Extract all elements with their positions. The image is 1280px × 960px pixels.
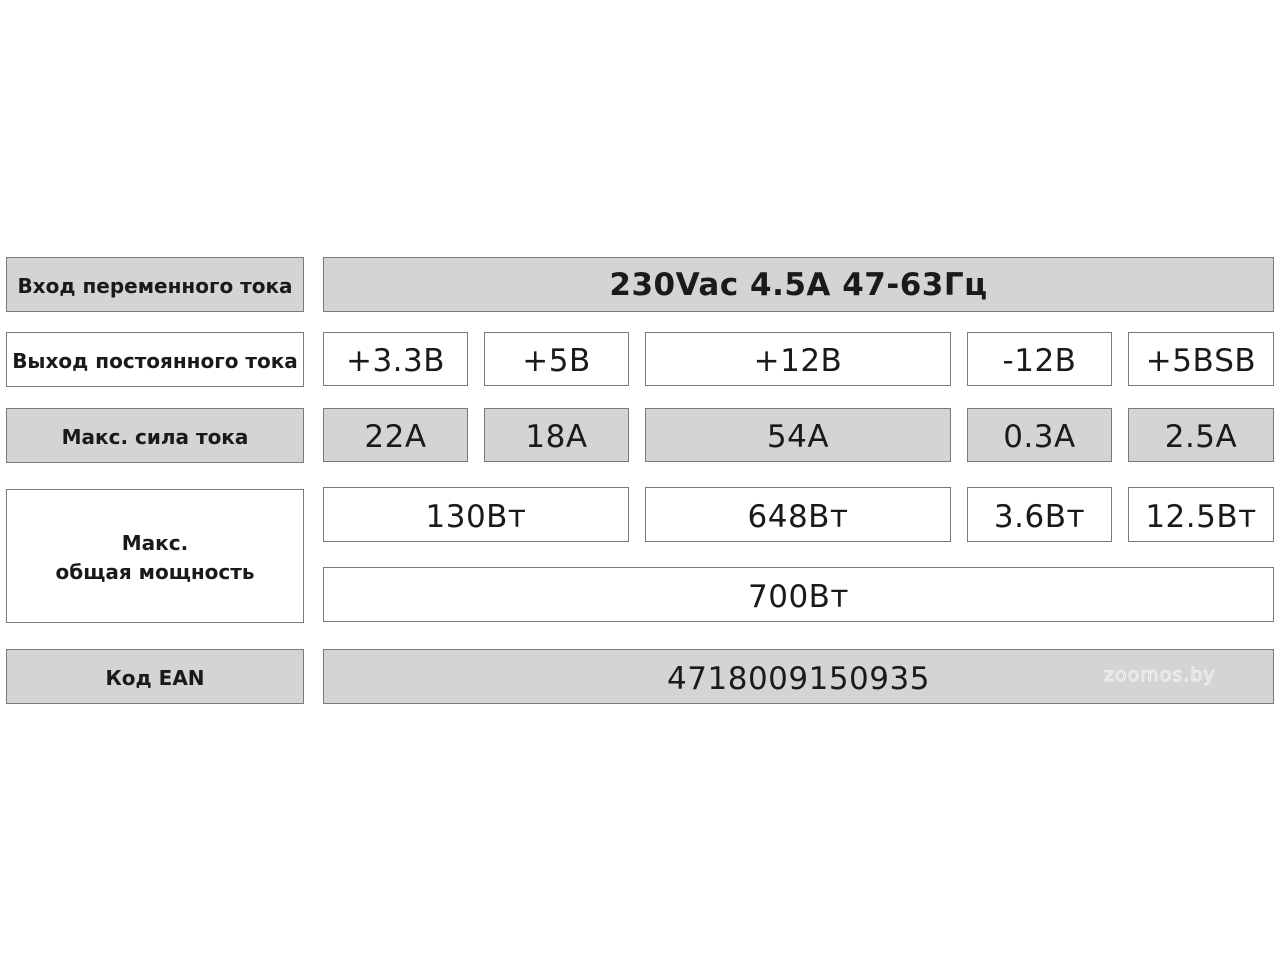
current-minus12v-text: 0.3А — [1003, 419, 1076, 455]
rail-5v-cell — [484, 332, 629, 386]
ean-label-text: Код EAN — [105, 666, 205, 690]
rail-3v3-text: +3.3В — [345, 343, 446, 379]
power-5vsb-text: 12.5Вт — [1145, 498, 1257, 535]
current-5v-cell — [484, 408, 629, 462]
power-minus12v-text: 3.6Вт — [993, 498, 1086, 535]
max-current-label — [6, 408, 304, 463]
rail-5v-text: +5В — [522, 343, 591, 379]
current-12v-cell — [645, 408, 951, 462]
power-12v-text: 648Вт — [747, 498, 849, 535]
rail-minus12v-cell — [967, 332, 1112, 386]
ac-input-label — [6, 257, 304, 312]
max-power-label-line2: общая мощность — [55, 560, 255, 584]
rail-12v-text: +12В — [753, 343, 843, 379]
current-3v3-text: 22А — [364, 419, 427, 455]
power-combined-cell — [323, 487, 629, 542]
ean-value-text: 4718009150935 — [667, 660, 930, 697]
current-5v-text: 18А — [525, 419, 588, 455]
rail-minus12v-text: -12В — [1002, 343, 1077, 379]
ac-input-value-text: 230Vac 4.5A 47-63Гц — [609, 266, 988, 303]
ean-label — [6, 649, 304, 704]
rail-12v-cell — [645, 332, 951, 386]
power-minus12v-cell — [967, 487, 1112, 542]
ac-input-value — [323, 257, 1274, 312]
rail-5vsb-text: +5ВSВ — [1145, 343, 1257, 379]
power-total-text: 700Вт — [748, 578, 849, 615]
power-5vsb-cell — [1128, 487, 1274, 542]
watermark: zoomos.by — [1104, 664, 1216, 686]
max-power-label-line1: Макс. — [121, 531, 189, 555]
power-total-cell — [323, 567, 1274, 622]
current-minus12v-cell — [967, 408, 1112, 462]
power-combined-text: 130Вт — [425, 498, 527, 535]
rail-5vsb-cell — [1128, 332, 1274, 386]
current-5vsb-text: 2.5А — [1164, 419, 1238, 455]
rail-3v3-cell — [323, 332, 468, 386]
current-12v-text: 54А — [766, 419, 830, 455]
current-5vsb-cell — [1128, 408, 1274, 462]
dc-output-label-text: Выход постоянного тока — [12, 349, 298, 373]
max-current-label-text: Макс. сила тока — [61, 425, 249, 449]
ac-input-label-text: Вход переменного тока — [17, 274, 293, 298]
dc-output-label — [6, 332, 304, 387]
power-12v-cell — [645, 487, 951, 542]
current-3v3-cell — [323, 408, 468, 462]
max-power-label — [6, 489, 304, 623]
